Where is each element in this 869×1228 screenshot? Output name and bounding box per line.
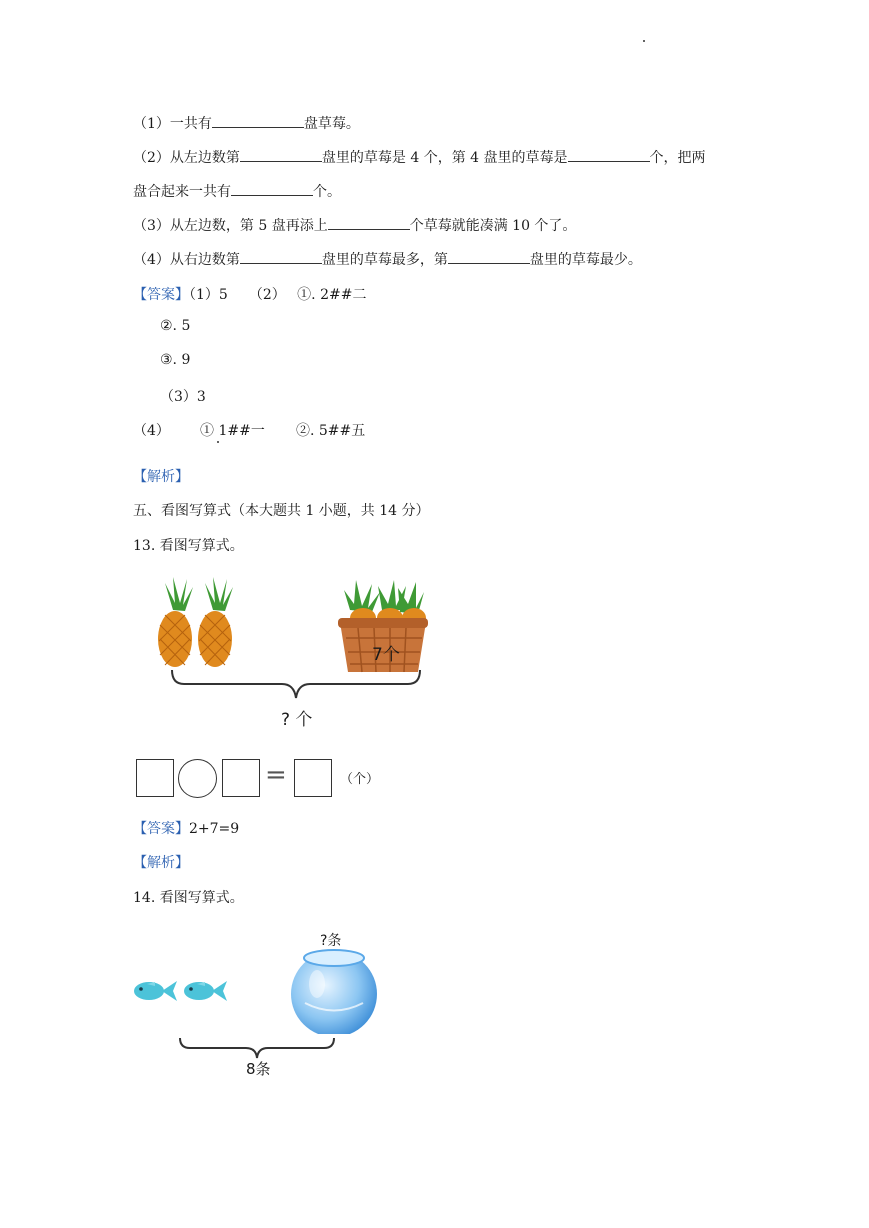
analysis-tag: 【解析】 <box>133 855 189 871</box>
unit-label: （个） <box>340 772 380 787</box>
equals-sign: = <box>265 760 287 790</box>
q12-part4 <box>133 249 642 269</box>
answer-box[interactable] <box>294 759 332 797</box>
total-label: ? 个 <box>281 710 313 730</box>
answer-box[interactable] <box>222 759 260 797</box>
section-title: 五、看图写算式（本大题共 1 小题，共 14 分） <box>133 503 430 519</box>
q12-part2-text: （2）从左边数第 <box>133 150 240 166</box>
q12-part1-text: （1）一共有 <box>133 116 212 132</box>
blank-field <box>448 249 530 264</box>
answer-text: （3）3 <box>160 389 206 405</box>
q12-answer <box>133 284 366 304</box>
answer-text: （1）5 （2） ①. 2##二 <box>189 287 367 303</box>
pineapple-icon <box>198 577 233 667</box>
q12-part4-text-end: 盘里的草莓最少。 <box>529 252 642 268</box>
q12-part2-line2-text: 盘合起来一共有 <box>133 184 231 200</box>
answer-text: ③. 9 <box>160 352 191 368</box>
total-label: 8条 <box>246 1060 271 1078</box>
answer-text: （4） <box>133 423 170 439</box>
blank-field <box>212 113 304 128</box>
analysis-tag: 【解析】 <box>133 469 189 485</box>
question-title: 14. 看图写算式。 <box>133 890 244 906</box>
blank-field <box>328 215 410 230</box>
blank-field <box>568 147 650 162</box>
answer-box[interactable] <box>136 759 174 797</box>
blank-field <box>240 147 322 162</box>
q12-part1-text-end: 盘草莓。 <box>303 116 360 132</box>
q12-part2-line2-end: 个。 <box>313 184 341 200</box>
answer-tag: 【答案】 <box>133 287 189 303</box>
basket-label: 7个 <box>372 645 400 665</box>
brace-icon <box>170 668 422 700</box>
fish-icon <box>134 981 177 1001</box>
pineapple-icon <box>158 577 193 667</box>
q12-part4-text-mid: 盘里的草莓最多，第 <box>321 252 448 268</box>
q12-part3-text-end: 个草莓就能凑满 10 个了。 <box>409 218 577 234</box>
fish-group <box>133 976 233 1006</box>
q12-part2-line2 <box>133 181 341 201</box>
question-title: 13. 看图写算式。 <box>133 538 244 554</box>
operator-circle[interactable] <box>178 759 217 798</box>
q12-part4-text: （4）从右边数第 <box>133 252 240 268</box>
bowl-label: ?条 <box>320 933 342 949</box>
brace-icon <box>178 1036 336 1060</box>
dot-mark <box>217 441 219 443</box>
q12-part2-text-end: 个，把两 <box>649 150 706 166</box>
fish-icon <box>184 981 227 1001</box>
blank-field <box>231 181 313 196</box>
answer-text: 2+7=9 <box>189 821 240 837</box>
q12-part1 <box>133 113 360 133</box>
answer-text: ②. 5##五 <box>296 423 366 439</box>
q12-part3-text: （3）从左边数，第 5 盘再添上 <box>133 218 328 234</box>
page-mark <box>643 40 645 42</box>
answer-tag: 【答案】 <box>133 821 189 837</box>
q12-part2 <box>133 147 706 167</box>
blank-field <box>240 249 322 264</box>
q12-part2-text-mid: 盘里的草莓是 4 个，第 4 盘里的草莓是 <box>321 150 568 166</box>
q13-answer <box>133 818 239 838</box>
answer-text: ②. 5 <box>160 318 191 334</box>
q12-part3 <box>133 215 576 235</box>
fishbowl-icon <box>287 948 381 1034</box>
answer-text: ① 1##一 <box>200 423 265 439</box>
